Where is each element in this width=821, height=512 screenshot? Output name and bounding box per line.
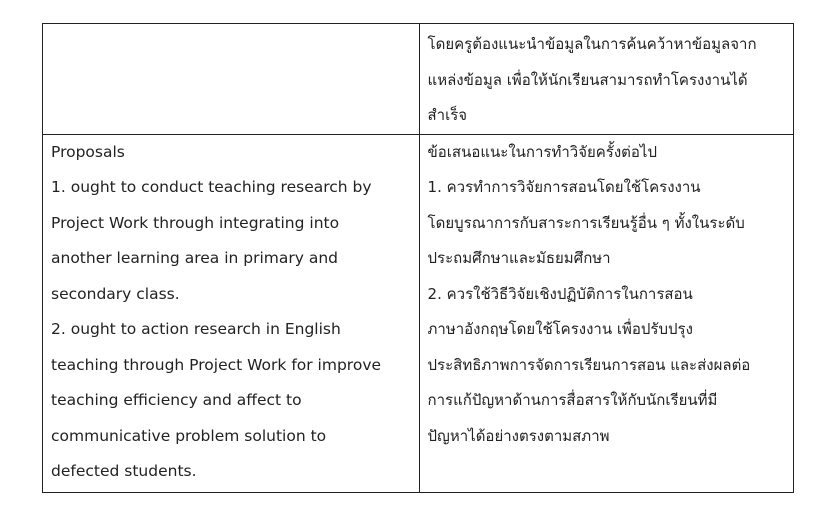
table-row-continuation [43, 24, 794, 135]
text-line: teaching through Project Work for improve [51, 355, 382, 374]
text-line: ปัญหาได้อย่างตรงตามสภาพ [427, 426, 610, 445]
text-line: teaching efficiency and affect to [51, 391, 302, 409]
text-line: communicative problem solution to [51, 426, 327, 445]
text-line: โดยครูต้องแนะนำข้อมูลในการค้นคว้าหาข้อมูลจาก [427, 35, 757, 53]
text-line: ประสิทธิภาพการจัดการเรียนการสอน และส่งผลต่อ [427, 355, 751, 374]
text-line: Project Work through integrating into [51, 213, 340, 232]
text-line: 2. ควรใช้วิธีวิจัยเชิงปฏิบัติการในการสอน [427, 284, 693, 303]
text-line: 2. ought to action research in English [51, 320, 341, 338]
cell-english-proposals [43, 134, 420, 492]
comparison-table [42, 23, 794, 493]
table-row-proposals [43, 134, 794, 492]
text-line: สำเร็จ [427, 106, 468, 124]
text-line: โดยบูรณาการกับสาระการเรียนรู้อื่น ๆ ทั้งในระดับ [427, 213, 745, 232]
text-line: ภาษาอังกฤษโดยใช้โครงงาน เพื่อปรับปรุง [427, 320, 693, 338]
text-line: การแก้ปัญหาด้านการสื่อสารให้กับนักเรียนที่มี [427, 391, 718, 409]
text-line: แหล่งข้อมูล เพื่อให้นักเรียนสามารถทำโครงงานได้ [427, 70, 748, 89]
text-line: 1. ควรทำการวิจัยการสอนโดยใช้โครงงาน [427, 178, 701, 196]
text-line: ประถมศึกษาและมัธยมศึกษา [427, 249, 611, 267]
text-line: secondary class. [51, 284, 180, 303]
text-line: another learning area in primary and [51, 249, 338, 267]
proposals-heading-thai: ข้อเสนอแนะในการทำวิจัยครั้งต่อไป [427, 142, 657, 161]
cell-english-top [43, 24, 420, 135]
cell-thai-top [419, 24, 793, 135]
proposals-heading: Proposals [51, 142, 125, 161]
cell-thai-proposals [419, 134, 793, 492]
text-line: defected students. [51, 462, 197, 480]
text-line: 1. ought to conduct teaching research by [51, 178, 372, 196]
